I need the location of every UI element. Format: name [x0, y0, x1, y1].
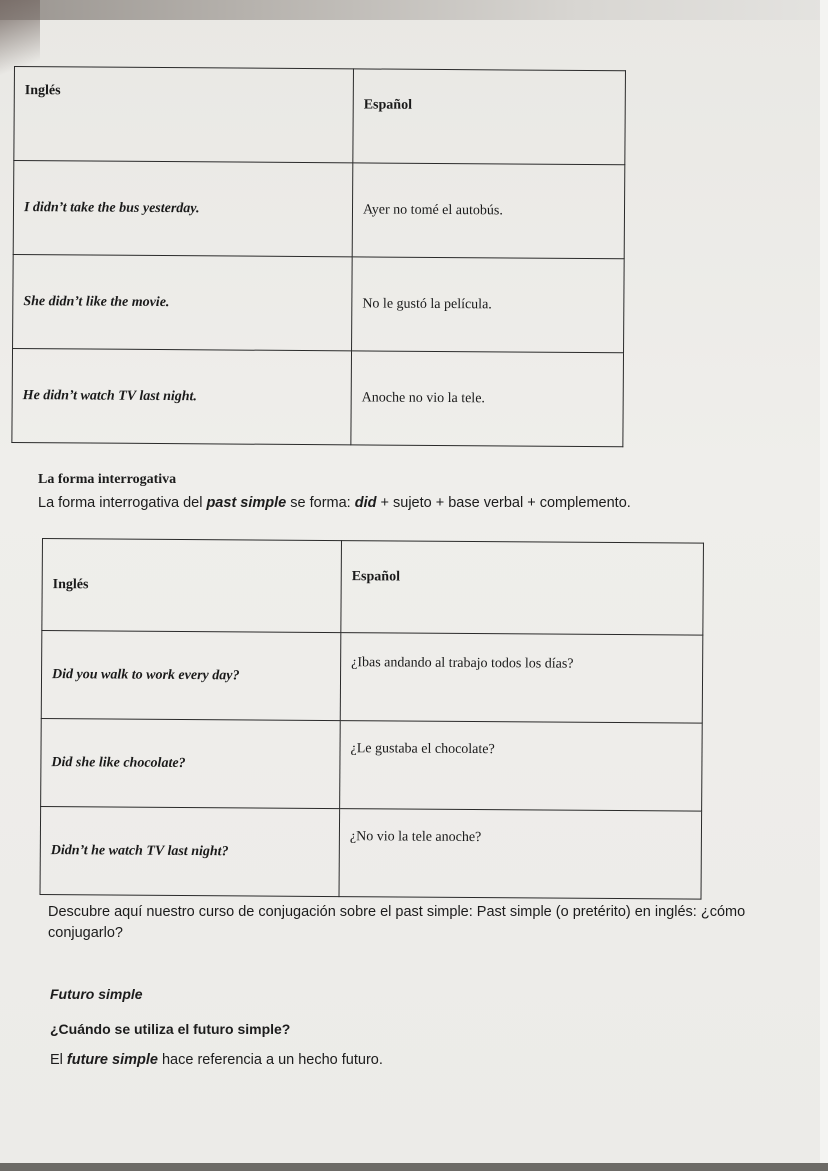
spanish-cell: ¿No vio la tele anoche?	[339, 809, 702, 900]
emphasis-future-simple: future simple	[66, 1052, 158, 1068]
text-segment: se forma:	[286, 495, 355, 511]
interrogative-heading: La forma interrogativa	[38, 472, 177, 487]
table-row	[41, 718, 703, 811]
text-segment: La forma interrogativa del	[38, 495, 207, 511]
future-paragraph	[50, 1052, 383, 1068]
english-cell: I didn’t take the bus yesterday.	[13, 161, 353, 257]
page-right-strip	[820, 0, 828, 1171]
table-row	[40, 806, 702, 899]
emphasis-did: did	[354, 495, 377, 511]
course-description: Descubre aquí nuestro curso de conjugación sobre el past simple: Past simple (o pretérito) en inglés: ¿cómo conjugarlo?	[48, 904, 746, 941]
header-espanol: Español	[341, 541, 704, 636]
spanish-cell: Ayer no tomé el autobús.	[352, 163, 625, 259]
header-espanol: Español	[353, 69, 626, 165]
english-cell: Did she like chocolate?	[41, 718, 341, 808]
table-row	[41, 631, 703, 724]
future-question: ¿Cuándo se utiliza el futuro simple?	[50, 1021, 291, 1037]
spanish-cell: ¿Ibas andando al trabajo todos los días?	[340, 633, 703, 724]
table-header-row	[42, 539, 704, 636]
table-row	[13, 254, 625, 352]
english-cell: He didn’t watch TV last night.	[12, 348, 352, 444]
emphasis-past-simple: past simple	[206, 495, 287, 511]
english-cell: Didn’t he watch TV last night?	[40, 806, 340, 896]
spanish-cell: No le gustó la película.	[352, 257, 625, 353]
english-cell: She didn’t like the movie.	[13, 254, 353, 350]
page-bottom-edge	[0, 1163, 828, 1171]
table-row	[13, 161, 625, 259]
text-segment: El	[50, 1052, 67, 1068]
spanish-cell: Anoche no vio la tele.	[351, 351, 624, 447]
page-top-edge	[0, 0, 828, 20]
negative-examples-table	[11, 66, 626, 447]
text-segment: hace referencia a un hecho futuro.	[157, 1052, 383, 1068]
header-ingles: Inglés	[42, 539, 342, 633]
table-row	[12, 348, 624, 446]
interrogative-examples-table	[40, 538, 704, 900]
table-header-row	[14, 67, 626, 165]
english-cell: Did you walk to work every day?	[41, 631, 341, 721]
header-ingles: Inglés	[14, 67, 354, 163]
text-segment: + sujeto + base verbal + complemento.	[376, 495, 631, 511]
spanish-cell: ¿Le gustaba el chocolate?	[340, 721, 703, 812]
interrogative-paragraph	[38, 495, 758, 511]
future-heading: Futuro simple	[50, 986, 143, 1002]
